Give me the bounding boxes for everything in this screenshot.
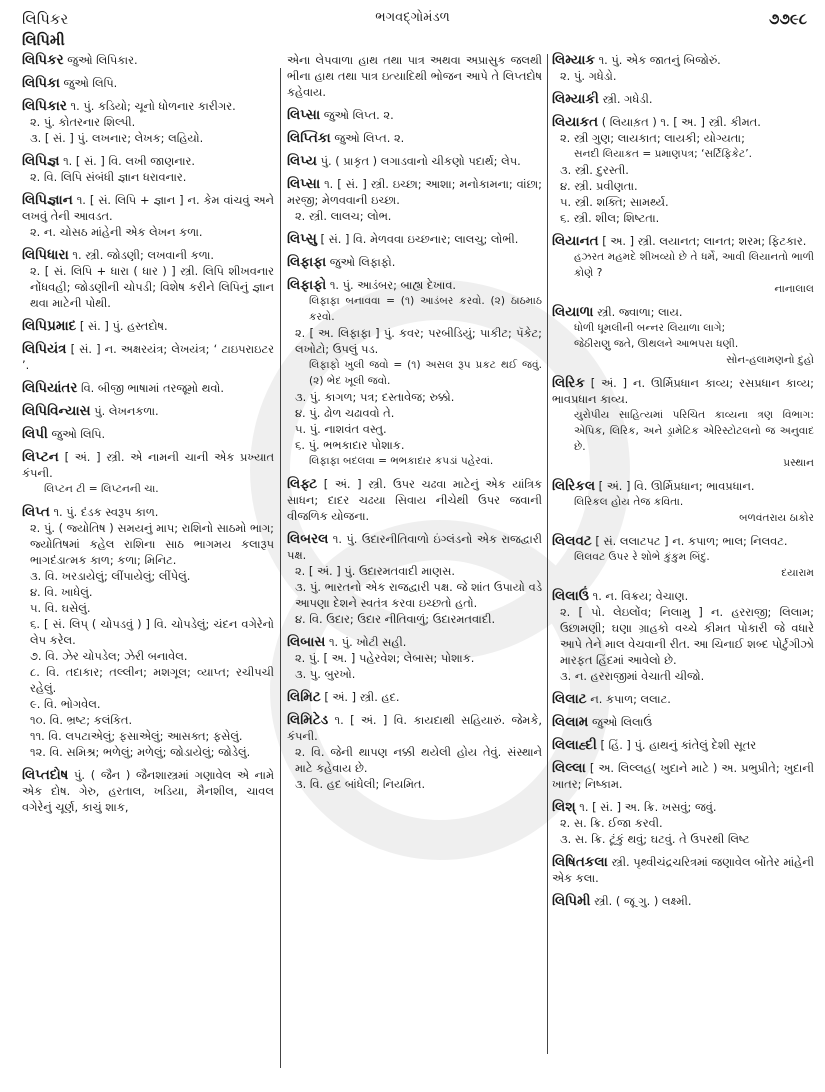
headword: લિફાફો bbox=[287, 277, 327, 293]
headword: લિપ્ટન bbox=[22, 449, 59, 465]
dictionary-entry bbox=[552, 760, 814, 792]
dictionary-entry bbox=[22, 98, 274, 146]
headword: લિફ્ટ bbox=[287, 476, 318, 492]
definition-sense: ૨. પું. [ અ. ] પહેરવેશ; લેબાસ; પોશાક. bbox=[295, 651, 475, 665]
definition-sense: જુઓ લિપિ. bbox=[63, 76, 118, 90]
quote-attribution: સોન-હલામણનો દુહો bbox=[726, 354, 814, 366]
headword: લિપિપ્રમાદ bbox=[22, 318, 77, 334]
definition-sense: પું. ( જૈન ) જૈનશાસ્ત્રમાં ગણાવેલ એ નામે એક દોષ. ગેરુ, હરતાલ, ખડિયા, મૈનશીલ, ચાવલ વગેરેનું ચૂર્ણ, કાચું શાક, bbox=[22, 768, 274, 814]
definition-sense: ૬. પું. ભભકાદાર પોશાક. bbox=[295, 438, 405, 452]
dictionary-entry bbox=[552, 533, 814, 581]
headword: લિપિમી bbox=[552, 893, 591, 909]
dictionary-entry bbox=[287, 254, 542, 270]
dictionary-entry bbox=[22, 52, 274, 68]
definition-sense: ૨. ન. ચોસઠ માંહેની એક લેખન કળા. bbox=[30, 225, 203, 239]
usage-example: યુરોપીય સાહિત્યમાં પરિચિત કાવ્યના ત્રણ વિભાગ: એપિક, લિરિક, અને ડ્રામેટિક એરિસ્ટોટલનો જ અનુવાદ છે. bbox=[574, 409, 814, 453]
dictionary-entry bbox=[287, 531, 542, 627]
headword: લિપી bbox=[22, 426, 48, 442]
dictionary-entry bbox=[287, 153, 542, 169]
definition-sense: [ અં. ] ન. ઊર્મિપ્રધાન કાવ્ય; રસપ્રધાન કાવ્ય; ભાવપ્રધાન કાવ્ય. bbox=[552, 376, 815, 406]
page-header bbox=[0, 4, 825, 49]
headword: લિપિયાંતર bbox=[22, 380, 78, 396]
dictionary-entry bbox=[552, 893, 814, 909]
headword: લિલ્લા bbox=[552, 760, 586, 776]
book-title: ભગવદ્ગોમંડળ bbox=[375, 10, 450, 25]
usage-example: જેઠીરાણુ જતે, ઊથલને આભપરા ધણી. bbox=[574, 338, 739, 350]
definition-sense: ૧. ન. વિક્રય; વેચાણ. bbox=[592, 589, 689, 603]
definition-sense: પું. ( પ્રાકૃત ) લગાડવાનો ચીકણો પદાર્થ; લેપ. bbox=[320, 154, 521, 168]
definition-sense: જુઓ લિલાઉં bbox=[591, 715, 653, 729]
dictionary-entry bbox=[287, 712, 542, 792]
definition-sense: સ્ત્રી. ( જૂ ગુ. ) લક્ષ્મી. bbox=[594, 894, 692, 908]
dictionary-entry bbox=[552, 588, 814, 684]
headword: લિયાકત bbox=[552, 114, 599, 130]
headword: લિબાસ bbox=[287, 634, 326, 650]
dictionary-entry bbox=[22, 75, 274, 91]
dictionary-entry bbox=[287, 176, 542, 224]
column-2 bbox=[287, 52, 542, 799]
definition-sense: ૨. પું. ( જ્યોતિષ ) સમયનું માપ; રાશિનો સાઠમો ભાગ; જ્યોતિષમાં કહેલ રાશિના સાઠ ભાગમય કલારૂપ ભાગદંડાત્મક કાળ; કળા; મિનિટ. bbox=[30, 521, 274, 567]
dictionary-entry bbox=[287, 130, 542, 146]
definition-sense: ૨. વિ. લિપિ સંબંધી જ્ઞાન ધરાવનાર. bbox=[30, 170, 187, 184]
headword: લિપ્સા bbox=[287, 176, 321, 192]
definition-sense: [ સં. ] વિ. મેળવવા ઇચ્છનાર; લાલચુ; લોભી. bbox=[320, 232, 519, 246]
dictionary-entry bbox=[22, 767, 274, 815]
definition-sense: ૩. પું. કાગળ; પત્ર; દસ્તાવેજ; રુક્કો. bbox=[295, 390, 455, 404]
dictionary-entry bbox=[22, 247, 274, 311]
definition-sense: [ અ. ] સ્ત્રી. લયાનત; લાનત; શરમ; ફિટકાર. bbox=[602, 234, 807, 248]
headword: લિપિજ્ઞાન bbox=[22, 192, 73, 208]
dictionary-entry bbox=[287, 689, 542, 705]
headword: લિલવટ bbox=[552, 533, 592, 549]
headword: લિલાઉં bbox=[552, 588, 589, 604]
dictionary-entry bbox=[552, 799, 814, 847]
definition-sense: ૪. પું. ઢોળ ચઢાવવો તે. bbox=[295, 406, 395, 420]
definition-sense: [ સં. ] ન. અક્ષરયંત્ર; લેખયંત્ર; ‘ ટાઇપરાઇટર ’. bbox=[22, 342, 274, 372]
definition-sense: ૩. પું. ભારતનો એક રાજદ્વારી પક્ષ. જે શાંત ઉપાયો વડે આપણા દેશને સ્વતંત્ર કરવા ઇચ્છતો હતો. bbox=[295, 580, 542, 610]
definition-sense: ૪. વિ. ખાધેલું. bbox=[30, 585, 93, 599]
headword: લિમિટ bbox=[287, 689, 321, 705]
guide-word-top: લિપિકર bbox=[22, 10, 69, 28]
definition-sense: જુઓ લિપિ. bbox=[51, 427, 106, 441]
definition-sense: [ હિં. ] પું. હાથનું કાંતેલું દેશી સૂતર bbox=[600, 738, 757, 752]
dictionary-entry bbox=[22, 318, 274, 334]
usage-example: હઝરત મહમદે શીખવ્યો છે તે ધર્મે, આવી લિયાનતો ભાળી કોણે ? bbox=[574, 251, 814, 279]
quote-attribution: દયારામ bbox=[781, 567, 814, 579]
definition-sense: ૬. સ્ત્રી. શીલ; શિષ્ટતા. bbox=[560, 211, 660, 225]
definition-sense: ૮. વિ. તદાકાર; તલ્લીન; મશગૂલ; વ્યાપ્ત; રચીપચી રહેલું. bbox=[30, 665, 274, 695]
dictionary-entry bbox=[22, 504, 274, 760]
page-number: ૭૭૯૮ bbox=[769, 10, 807, 28]
definition-sense: ૧. પું. ખોટી સહી. bbox=[328, 635, 407, 649]
definition-sense: ૬. [ સં. લિપ્ ( ચોપડવું ) ] વિ. ચોપડેલું; ચંદન વગેરેનો લેપ કરેલ. bbox=[30, 617, 274, 647]
headword: લિશ્ bbox=[552, 799, 576, 815]
headword: લિલાટ bbox=[552, 691, 587, 707]
dictionary-entry bbox=[552, 52, 814, 84]
headword: લિમિટેડ bbox=[287, 712, 329, 728]
definition-sense: જુઓ લિપ્ત. ૨. bbox=[334, 131, 405, 145]
definition-sense: પું. લેખનકળા. bbox=[94, 404, 159, 418]
definition-sense: [ સં. લલાટપટ ] ન. કપાળ; ભાલ; નિલવટ. bbox=[595, 534, 788, 548]
definition-sense: ૧૦. વિ. ભ્રષ્ટ; કલંકિત. bbox=[30, 713, 133, 727]
headword: લિપિવિન્યાસ bbox=[22, 403, 91, 419]
definition-sense: ૩. વિ. ખરડાયેલું; લીંપાયેલું; લીંપેલું. bbox=[30, 569, 191, 583]
headword: લિમ્યાક bbox=[552, 52, 595, 68]
definition-sense: જુઓ લિપિકાર. bbox=[67, 53, 138, 67]
dictionary-entry bbox=[287, 231, 542, 247]
definition-sense: ૧૧. વિ. લપટાએલું; ફસાએલું; આસક્ત; ફસેલું. bbox=[30, 729, 243, 743]
dictionary-entry bbox=[552, 737, 814, 753]
definition-sense: ૧. પું. કડિયો; ચૂનો ધોળનાર કારીગર. bbox=[70, 99, 236, 113]
dictionary-entry bbox=[22, 403, 274, 419]
definition-sense: ૩. વિ. હદ બાંધેલી; નિયમિત. bbox=[295, 777, 426, 791]
headword: લિપિકાર bbox=[22, 98, 67, 114]
definition-sense: [ અં. ] વિ. ઊર્મિપ્રધાન; ભાવપ્રધાન. bbox=[598, 479, 755, 493]
definition-sense: ૩. સ્ત્રી. દુરસ્તી. bbox=[560, 163, 629, 177]
usage-example: લિફાફા બદલવા = ભભકાદાર કપડાં પહેરવાં. bbox=[309, 455, 494, 467]
usage-example: લિરિકલ હોય તેજ કવિતા. bbox=[574, 496, 684, 508]
definition-sense: ૧. પું. આડંબર; બાહ્ય દેખાવ. bbox=[329, 278, 457, 292]
dictionary-entry bbox=[287, 277, 542, 469]
headword: લિપિયંત્ર bbox=[22, 341, 67, 357]
quote-attribution: નાનાલાલ bbox=[774, 283, 814, 295]
definition-sense: ૨. [ અ. લિફાફા ] પું. કવર; પરબીડિયું; પાકીટ; પૅકેટ; લખોટો; ઉપલું પડ. bbox=[295, 326, 542, 356]
headword: લિપિધારા bbox=[22, 247, 69, 263]
definition-sense: ૫. પું. નાશવંત વસ્તુ. bbox=[295, 422, 387, 436]
dictionary-entry bbox=[287, 634, 542, 682]
definition-sense: ૧. [ અં. ] વિ. કાયદાથી સહિયારું. જેમકે, કંપની. bbox=[287, 713, 542, 743]
dictionary-entry bbox=[552, 478, 814, 526]
definition-sense: સ્ત્રી. ગધેડી. bbox=[602, 92, 653, 106]
definition-sense: ૨. [ પો. લેઇલોંવ; નિલામુ ] ન. હરરાજી; લિલામ; ઉછામણી; ઘણા ગ્રાહકો વચ્ચે કીમત પોકારી જે વધારે આપે તેને માલ વેચવાની રીત. આ ચિનાઈ શબ્દ પોર્ટુગીઝો મારફત હિંદમાં આવેલો છે. bbox=[560, 605, 814, 667]
definition-sense: ૨. પું. કોતરનાર શિલ્પી. bbox=[30, 115, 136, 129]
definition-sense: ૭. વિ. ઝેર ચોપડેલ; ઝેરી બનાવેલ. bbox=[30, 649, 188, 663]
definition-sense: ૪. સ્ત્રી. પ્રવીણતા. bbox=[560, 179, 638, 193]
quote-attribution: બળવંતરાય ઠાકોર bbox=[739, 512, 814, 524]
headword: લિપ્સા bbox=[287, 107, 321, 123]
definition-sense: ૧. [ સં. ] અ. ક્રિ. ખસવું; જવું. bbox=[579, 800, 717, 814]
dictionary-entry bbox=[552, 691, 814, 707]
definition-sense: જુઓ લિપ્ત. ૨. bbox=[323, 108, 394, 122]
dictionary-entry bbox=[22, 153, 274, 185]
dictionary-entry bbox=[22, 380, 274, 396]
headword: લિપિકા bbox=[22, 75, 60, 91]
definition-sense: ૧. પું. દંડક સ્વરૂપ કાળ. bbox=[53, 505, 159, 519]
headword: લિપ્સુ bbox=[287, 231, 317, 247]
headword: લિપ્ત bbox=[22, 504, 50, 520]
dictionary-entry bbox=[22, 426, 274, 442]
definition-sense: ૨. સ્ત્રી. લાલચ; લોભ. bbox=[295, 209, 392, 223]
usage-example: ધોળી ધૂમલીની બન્નર લિયાળા લાગે; bbox=[574, 322, 726, 334]
dictionary-entry bbox=[552, 304, 814, 368]
dictionary-entry bbox=[22, 192, 274, 240]
definition-sense: વિ. બીજી ભાષામાં તરજૂમો થવો. bbox=[81, 381, 224, 395]
definition-sense: ૧. પું. એક જાતનું બિજોરું. bbox=[598, 53, 721, 67]
headword: લિપિજ્ઞ bbox=[22, 153, 60, 169]
dictionary-entry bbox=[552, 233, 814, 297]
quote-attribution: પ્રસ્થાન bbox=[783, 457, 814, 469]
column-1 bbox=[22, 52, 274, 822]
definition-sense: ન. કપાળ; લલાટ. bbox=[590, 692, 671, 706]
definition-sense: [ અ. લિલ્લહ( ખુદાને માટે ) અ. પ્રભુપ્રીતે; ખુદાની ખાતર; નિષ્કામ. bbox=[552, 761, 814, 791]
headword: લિપિકર bbox=[22, 52, 64, 68]
headword: લિપ્તદોષ bbox=[22, 767, 69, 783]
dictionary-entry bbox=[22, 341, 274, 373]
definition-sense: ૩. સ. ક્રિ. ટૂંકું થવું; ઘટવું. તે ઉપરથી લિષ્ટ bbox=[560, 832, 750, 846]
headword: લિમ્યાકી bbox=[552, 91, 599, 107]
definition-sense: ૧. પું. ઉદારનીતિવાળો ઇંગ્લંડનો એક રાજદ્વારી પક્ષ. bbox=[287, 532, 542, 562]
definition-sense: જુઓ લિફાફો. bbox=[329, 255, 396, 269]
headword: લિપ્તિકા bbox=[287, 130, 331, 146]
definition-sense: સ્ત્રી. પૃથ્વીચંદ્રચરિત્રમાં જણાવેલ બોંતેર માંહેની એક કલા. bbox=[552, 855, 814, 885]
headword: લિબરલ bbox=[287, 531, 329, 547]
definition-sense: સ્ત્રી. જ્વાળા; લાય. bbox=[597, 305, 683, 319]
usage-example: લિલવટ ઉપર રે શોભે કુંકુમ બિંદુ. bbox=[574, 551, 710, 563]
definition-sense: ૨. સ્ત્રી ગુણ; લાયકાત; લાયકી; યોગ્યતા; bbox=[560, 131, 745, 145]
usage-example: લિફાફો ખુલી જવો = (૧) અસલ રૂપ પ્રકટ થઈ જવું. (૨) ભેદ ખૂલી જવો. bbox=[309, 359, 542, 387]
dictionary-entry bbox=[287, 107, 542, 123]
usage-example: લિપ્ટન ટી = લિપ્ટનની ચા. bbox=[44, 483, 159, 495]
column-divider bbox=[280, 68, 281, 1068]
dictionary-entry bbox=[22, 449, 274, 497]
definition-sense: [ અં. ] સ્ત્રી. હદ. bbox=[324, 690, 400, 704]
dictionary-entry bbox=[552, 114, 814, 226]
definition-sense: ૩. પુ. બુરખો. bbox=[295, 667, 356, 681]
headword: લિરિકલ bbox=[552, 478, 596, 494]
definition-sense: ૪. વિ. ઉદાર; ઉદાર નીતિવાળું; ઉદારમતવાદી. bbox=[295, 612, 496, 626]
headword: લિપ્ય bbox=[287, 153, 317, 169]
definition-sense: [ અં. ] સ્ત્રી. એ નામની ચાની એક પ્રખ્યાત કંપની. bbox=[22, 450, 275, 480]
definition-sense: ૧. સ્ત્રી. જોડણી; લખવાની કળા. bbox=[72, 248, 215, 262]
definition-sense: ૧. [ સં. ] સ્ત્રી. ઇચ્છા; આશા; મનોકામના; વાંછા; મરજી; મેળવવાની ઇચ્છા. bbox=[287, 177, 542, 207]
dictionary-entry bbox=[287, 476, 542, 524]
definition-sense: ૨. [ અં. ] પું. ઉદારમતવાદી માણસ. bbox=[295, 564, 455, 578]
headword: લિફાફા bbox=[287, 254, 327, 270]
definition-sense: ૫. વિ. ઘસેલું. bbox=[30, 601, 91, 615]
dictionary-entry bbox=[287, 52, 542, 100]
column-divider bbox=[547, 54, 548, 1054]
headword: લિષિતકલા bbox=[552, 854, 608, 870]
usage-example: લિફાફા બનાવવા = (૧) આડંબર કરવો. (૨) ઠાઠમાઠ કરવો. bbox=[309, 295, 542, 323]
definition-sense: ૧. [ સં. ] વિ. લખી જાણનાર. bbox=[63, 154, 196, 168]
definition-sense: ૨. [ સં. લિપિ + ધારા ( ધાર ) ] સ્ત્રી. લિપિ શીખવનાર નોંધવહી; જોડણીની ચોપડી; વિશેષ કરીને લિપિનું જ્ઞાન થવા માટેની પોથી. bbox=[30, 264, 274, 310]
headword: લિયાનત bbox=[552, 233, 599, 249]
definition-sense: ૫. સ્ત્રી. શક્તિ; સામર્થ્ય. bbox=[560, 195, 669, 209]
column-3 bbox=[552, 52, 814, 916]
definition-sense: ૩. ન. હરરાજીમાં વેચાતી ચીજો. bbox=[560, 669, 705, 683]
definition-sense: ૨. વિ. જેની થાપણ નક્કી થયેલી હોય તેવું. સંસ્થાને માટે કહેવાય છે. bbox=[295, 745, 542, 775]
definition-sense: ૯. વિ. ભોગવેલ. bbox=[30, 697, 101, 711]
dictionary-entry bbox=[552, 854, 814, 886]
dictionary-entry bbox=[552, 714, 814, 730]
definition-sense: ૨. સ. ક્રિ. ઈજા કરવી. bbox=[560, 816, 663, 830]
definition-sense: ૧. [ સં. લિપિ + જ્ઞાન ] ન. કેમ વાંચવું અને લખવું તેની આવડત. bbox=[22, 193, 274, 223]
headword: લિરિક bbox=[552, 375, 585, 391]
definition-sense: [ અં. ] સ્ત્રી. ઉપર ચઢવા માટેનું એક યાંત્રિક સાધન; દાદર ચઢયા સિવાય નીચેથી ઉપર જવાની વીજળિક યોજના. bbox=[287, 477, 542, 523]
dictionary-entry bbox=[552, 91, 814, 107]
definition-sense: [ સં. ] પું. હસ્તદોષ. bbox=[79, 319, 168, 333]
headword: લિલાહ્દી bbox=[552, 737, 597, 753]
definition-sense: ૨. પું. ગધેડો. bbox=[560, 69, 617, 83]
definition-sense: એના લેપવાળા હાથ તથા પાત્ર અથવા અપ્રાસુક જલથી ભીના હાથ તથા પાત્ર ઇત્યાદિથી ભોજન આપે તે લિપ્તદોષ કહેવાય. bbox=[287, 53, 542, 99]
definition-sense: ( લિયાક઼ત ) ૧. [ અ. ] સ્ત્રી. કીમત. bbox=[601, 115, 761, 129]
definition-sense: ૧૨. વિ. સમિશ્ર; ભળેલું; મળેલું; જોડાયેલું; જોડેલું. bbox=[30, 745, 251, 759]
headword: લિયાળા bbox=[552, 304, 594, 320]
guide-word-bottom: લિપિમી bbox=[22, 31, 65, 49]
definition-sense: ૩. [ સં. ] પું. લખનાર; લેખક; લહિયો. bbox=[30, 131, 204, 145]
dictionary-entry bbox=[552, 375, 814, 471]
usage-example: સનદી લિયાકત = પ્રમાણપત્ર; ‘સર્ટિફિકેટ’. bbox=[574, 148, 752, 160]
headword: લિલામ bbox=[552, 714, 589, 730]
